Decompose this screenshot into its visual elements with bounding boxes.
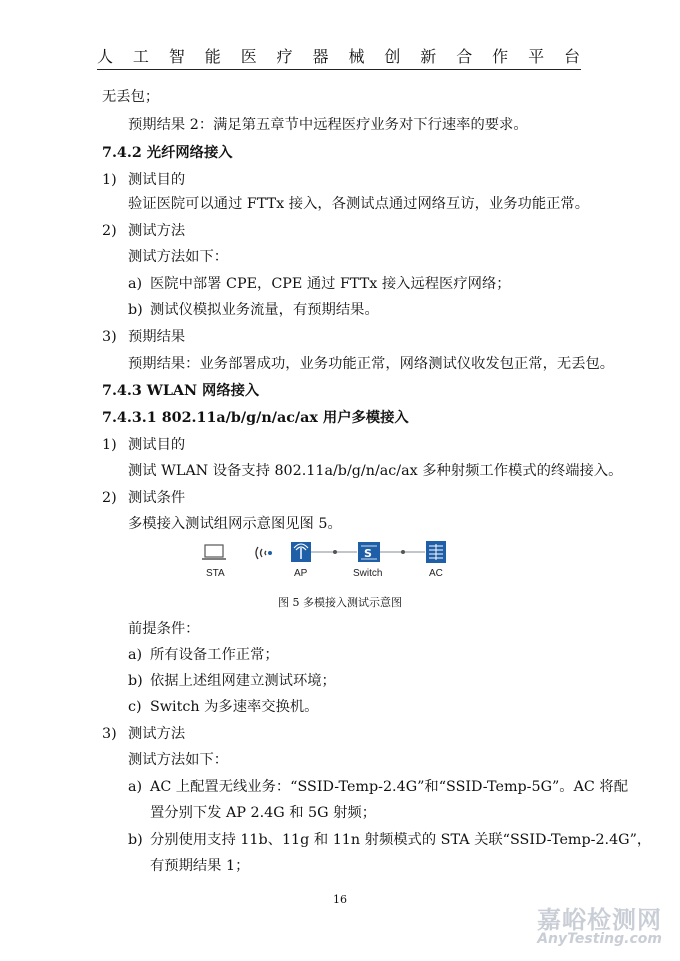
list-item: 医院中部署 CPE，CPE 通过 FTTx 接入远程医疗网络；	[150, 276, 511, 292]
sta-label: STA	[206, 568, 225, 579]
list-item: 分别使用支持 11b、11g 和 11n 射频模式的 STA 关联“SSID-Temp-2.4G”，	[150, 832, 652, 848]
ac-label: AC	[429, 568, 443, 579]
list-marker: 3)	[102, 726, 117, 742]
header-char: 疗	[276, 47, 294, 66]
header-char: 能	[204, 47, 222, 66]
list-item-continuation: 有预期结果 1；	[150, 858, 250, 874]
access-point-icon	[291, 542, 311, 562]
header-char: 器	[312, 47, 330, 66]
watermark	[537, 900, 662, 947]
list-item: 测试目的	[128, 437, 186, 453]
list-marker: c)	[128, 699, 142, 715]
header-char: 人	[97, 47, 115, 66]
body-text: 测试方法如下：	[128, 249, 229, 265]
header-char: 工	[132, 47, 150, 66]
list-item: Switch 为多速率交换机。	[150, 699, 319, 715]
header-rule	[97, 69, 581, 70]
list-item: AC 上配置无线业务：“SSID-Temp-2.4G”和“SSID-Temp-5G”。AC 将配	[150, 779, 629, 795]
list-marker: 3)	[102, 329, 117, 345]
laptop-icon	[202, 545, 226, 559]
list-marker: b)	[128, 832, 143, 848]
section-heading: 7.4.2 光纤网络接入	[102, 145, 233, 161]
wireless-signal-icon	[256, 547, 272, 559]
list-item: 依据上述组网建立测试环境；	[150, 673, 336, 689]
list-marker: a)	[128, 276, 143, 292]
list-item: 测试仪模拟业务流量，有预期结果。	[150, 302, 379, 318]
list-marker: 2)	[102, 223, 117, 239]
page-number: 16	[333, 893, 347, 906]
ap-label: AP	[294, 568, 308, 579]
header-char: 械	[348, 47, 366, 66]
watermark-en: AnyTesting.com	[537, 931, 662, 947]
body-text: 无丢包；	[102, 89, 160, 105]
switch-icon	[358, 542, 380, 562]
body-text: 前提条件：	[128, 621, 200, 637]
switch-label: Switch	[353, 568, 383, 579]
list-item: 所有设备工作正常；	[150, 647, 279, 663]
section-heading: 7.4.3 WLAN 网络接入	[102, 383, 260, 399]
list-item-continuation: 置分别下发 AP 2.4G 和 5G 射频；	[150, 805, 377, 821]
access-controller-icon	[426, 541, 446, 563]
list-marker: a)	[128, 779, 143, 795]
body-text: 验证医院可以通过 FTTx 接入，各测试点通过网络互访，业务功能正常。	[128, 196, 590, 212]
diagram-graphics	[195, 538, 485, 568]
figure-caption: 图 5 多模接入测试示意图	[278, 596, 402, 609]
svg-text:S: S	[364, 547, 372, 560]
body-text: 多模接入测试组网示意图见图 5。	[128, 516, 342, 532]
header-char: 医	[240, 47, 258, 66]
header-char: 台	[563, 47, 581, 66]
list-item: 测试目的	[128, 172, 186, 188]
list-item: 预期结果	[128, 329, 186, 345]
header-char: 创	[384, 47, 402, 66]
list-marker: 2)	[102, 490, 117, 506]
body-text: 测试 WLAN 设备支持 802.11a/b/g/n/ac/ax 多种射频工作模式的终端接入。	[128, 463, 623, 479]
list-marker: b)	[128, 302, 143, 318]
header-char: 智	[168, 47, 186, 66]
header-char: 平	[528, 47, 546, 66]
body-text: 测试方法如下：	[128, 752, 229, 768]
header-char: 作	[492, 47, 510, 66]
list-marker: 1)	[102, 437, 117, 453]
body-text: 预期结果：业务部署成功，业务功能正常，网络测试仪收发包正常，无丢包。	[128, 356, 615, 372]
watermark-cn: 嘉峪检测网	[537, 906, 662, 934]
list-marker: b)	[128, 673, 143, 689]
header-char: 合	[456, 47, 474, 66]
subsection-heading: 7.4.3.1 802.11a/b/g/n/ac/ax 用户多模接入	[102, 410, 409, 426]
header-char: 新	[420, 47, 438, 66]
list-item: 测试方法	[128, 223, 186, 239]
network-diagram	[195, 538, 485, 586]
body-text: 预期结果 2：满足第五章节中远程医疗业务对下行速率的要求。	[128, 117, 528, 133]
running-header	[97, 44, 581, 67]
list-item: 测试条件	[128, 490, 186, 506]
list-marker: 1)	[102, 172, 117, 188]
list-item: 测试方法	[128, 726, 186, 742]
list-marker: a)	[128, 647, 143, 663]
